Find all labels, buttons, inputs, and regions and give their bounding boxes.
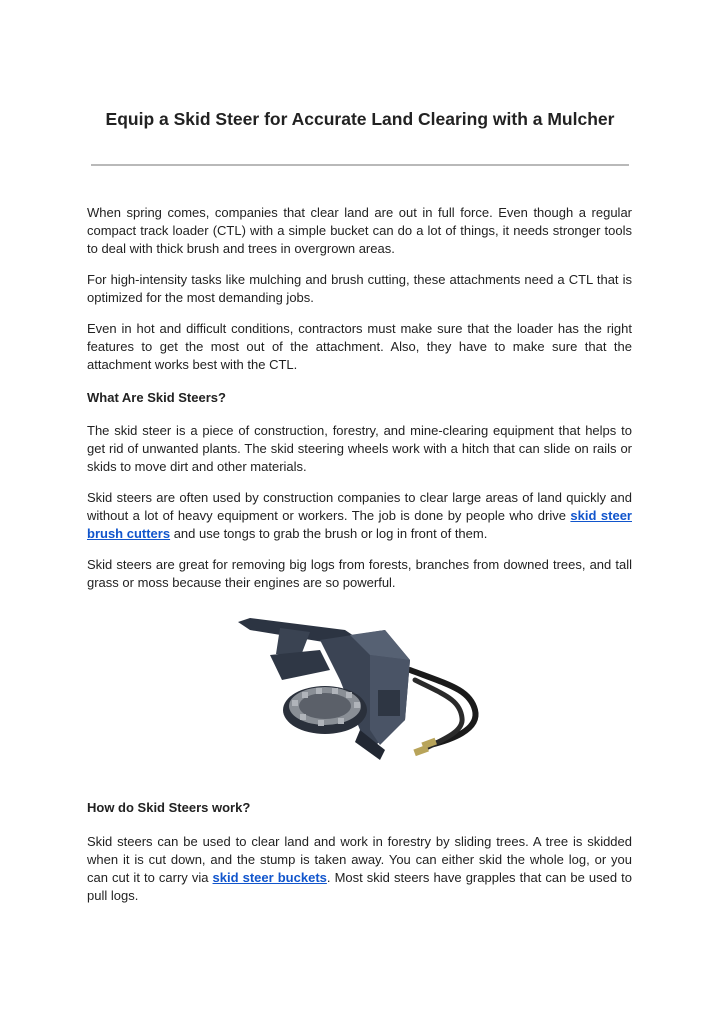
paragraph-conditions: Even in hot and difficult conditions, contractors must make sure that the loader has the right features to get the most out of the attachment. Also, they have to make sure that the attachment works best with the CTL.	[87, 321, 632, 372]
horizontal-divider	[91, 164, 629, 166]
text-segment: Skid steers can be used to clear land and work in forestry by sliding trees. A tree is skidded when it is cut down, and the stump is taken away. You can either skid the whole log, or you can cut it to carry via	[87, 834, 632, 885]
paragraph-high-intensity: For high-intensity tasks like mulching and brush cutting, these attachments need a CTL that is optimized for the most demanding jobs.	[87, 272, 632, 305]
section-how-it-works	[87, 799, 632, 905]
text-segment: Skid steers are often used by construction companies to clear large areas of land quickly and without a lot of heavy equipment or workers. The job is done by people who drive	[87, 490, 632, 523]
text-segment: . Most skid steers have grapples that can be used to pull logs.	[87, 870, 632, 903]
paragraph-intro: When spring comes, companies that clear land are out in full force. Even though a regular compact track loader (CTL) with a simple bucket can do a lot of things, it needs stronger tools to deal with thick brush and trees in overgrown areas.	[87, 205, 632, 256]
mulcher-attachment-image	[210, 600, 510, 780]
paragraph-logs: Skid steers are great for removing big logs from forests, branches from downed trees, and tall grass or moss because their engines are so powerful.	[87, 557, 632, 590]
page-title: Equip a Skid Steer for Accurate Land Clearing with a Mulcher	[105, 109, 615, 129]
article-body	[87, 204, 632, 605]
link-skid-steer-buckets[interactable]: skid steer buckets	[212, 870, 327, 885]
paragraph-skid-steer-definition: The skid steer is a piece of construction, forestry, and mine-clearing equipment that helps to get rid of unwanted plants. The skid steering wheels work with a hitch that can slide on rails or skids to move dirt and other materials.	[87, 423, 632, 474]
heading-how-do-skid-steers-work: How do Skid Steers work?	[87, 800, 251, 815]
text-segment: and use tongs to grab the brush or log in front of them.	[170, 526, 488, 541]
paragraph-construction-use	[87, 489, 632, 543]
link-skid-steer-brush-cutters[interactable]: skid steer brush cutters	[87, 508, 632, 541]
heading-what-are-skid-steers: What Are Skid Steers?	[87, 390, 226, 405]
mulcher-illustration	[210, 600, 510, 780]
paragraph-forestry-use	[87, 833, 632, 905]
